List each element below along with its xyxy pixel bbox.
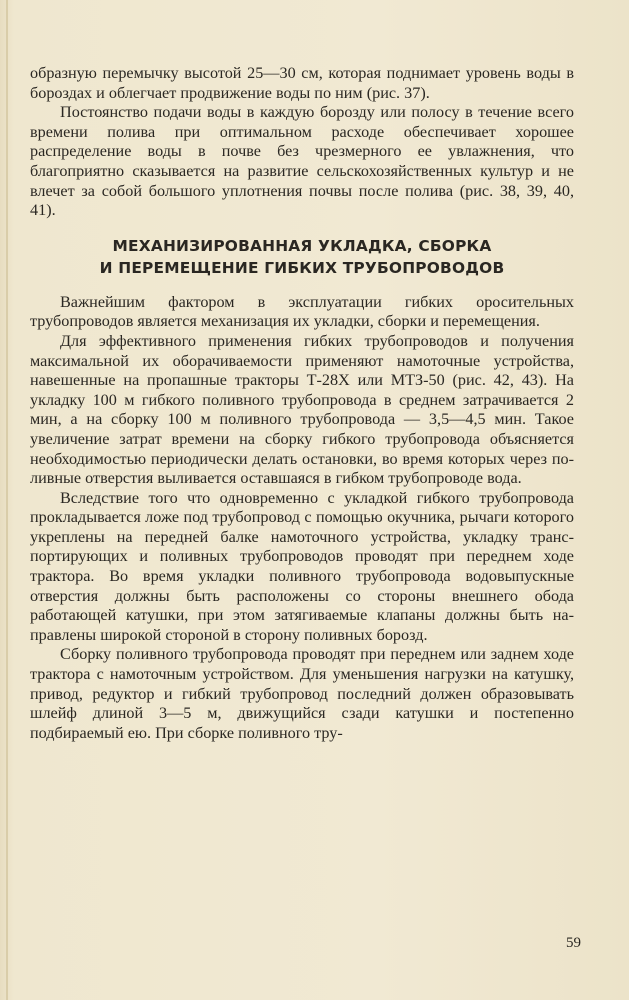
paragraph-winding-devices: Для эффективного применения гибких трубопроводов и получения максимальной их оборачиваемости применяют намоточные устройства, навешенные на пропашные тракторы Т-28Х или МТЗ-50 (рис. 42, 43). На укладку 100 м гибкого поливного трубопровода в среднем затрачивается 2 мин, а на сборку 100 м поливного трубопровода — 3,5—4,5 мин. Такое увеличение затрат времени на сборку гибкого трубопровода объясняется необходимостью периодически делать остановки, во время которых через поливные отверстия выливается оставшаяся в гибком трубопроводе вода.	[30, 331, 574, 488]
page-gutter-edge	[6, 0, 8, 1000]
page-text-block	[30, 64, 574, 743]
paragraph-assembly: Сборку поливного трубопровода проводят при переднем или заднем ходе трактора с намоточным устройством. Для уменьшения нагрузки на катушку, привод, редуктор и гибкий трубопровод последний должен образовывать шлейф длиной 3—5 м, движущийся сзади катушки и постепенно подбираемый ею. При сборке поливного тру-	[30, 645, 574, 742]
paragraph-continued: образную перемычку высотой 25—30 см, которая поднимает уровень воды в бороздах и облегчает продвижение воды по ним (рис. 37).	[30, 64, 574, 102]
page-number: 59	[566, 935, 581, 951]
section-heading-line-2: И ПЕРЕМЕЩЕНИЕ ГИБКИХ ТРУБОПРОВОДОВ	[99, 258, 505, 277]
paragraph-mechanization: Важнейшим фактором в эксплуатации гибких оросительных трубопроводов является механизация их укладки, сборки и перемещения.	[30, 292, 574, 331]
section-heading-line-1: МЕХАНИЗИРОВАННАЯ УКЛАДКА, СБОРКА	[112, 236, 492, 255]
section-heading	[30, 235, 574, 279]
paragraph-water-supply: Постоянство подачи воды в каждую борозду или полосу в течение всего времени полива при оптимальном расходе обеспечивает хорошее распределение воды в почве без чрезмерного ее увлажнения, что благоприятно сказывается на развитие сельскохозяйственных культур и не влечет за собой большого уплотнения почвы после полива (рис. 38, 39, 40, 41).	[30, 103, 574, 220]
paragraph-laying: Вследствие того что одновременно с укладкой гибкого трубопровода прокладывается ложе под трубопровод с помощью окучника, рычаги которого укреплены на передней балке намоточного устройства, укладку транспортирующих и поливных трубопроводов проводят при переднем ходе трактора. Во время укладки поливного трубопровода водовыпускные отверстия должны быть расположены со стороны внешнего обода работающей катушки, при этом затягиваемые клапаны должны быть направлены широкой стороной в сторону поливных борозд.	[30, 488, 574, 644]
